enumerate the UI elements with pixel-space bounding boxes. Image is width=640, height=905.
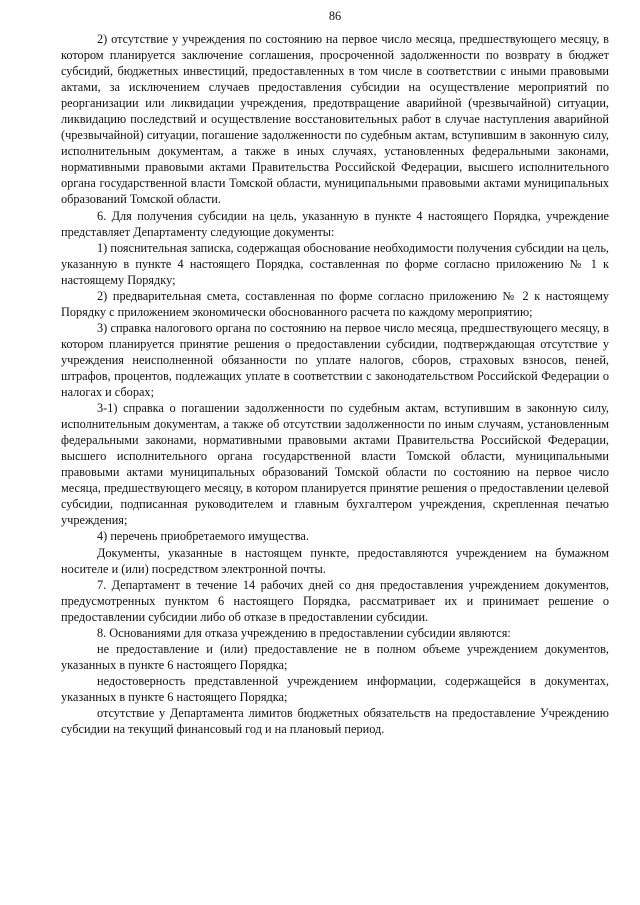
- paragraph-refusal-ground-no-limits: отсутствие у Департамента лимитов бюджетных обязательств на предоставление Учреждению субсидии на текущий финансовый год и на плановый период.: [61, 705, 609, 737]
- paragraph-doc-3-1-debt-certificate: 3-1) справка о погашении задолженности по судебным актам, вступившим в законную силу, исполнительным документам, а также об отсутствии задолженности по иным случаям, установленным федеральными законами, нормативными правовыми актами Правительства Российской Федерации, высшего исполнительного органа государственной власти Томской области, муниципальными правовыми актами муниципальных образований Томской области по состоянию на первое число месяца, предшествующего месяцу, в котором планируется принятие решения о предоставлении целевой субсидии, подписанная руководителем и главным бухгалтером учреждения, скрепленная печатью учреждения;: [61, 401, 609, 528]
- paragraph-refusal-ground-unreliable: недостоверность представленной учреждением информации, содержащейся в документах, указанных в пункте 6 настоящего Порядка;: [61, 673, 609, 704]
- paragraph-doc-1-explanatory-note: 1) пояснительная записка, содержащая обоснование необходимости получения субсидии на цель, указанную в пункте 4 настоящего Порядка, составленная по форме согласно приложению № 1 к настоящему Порядку;: [61, 240, 609, 287]
- paragraph-section-7: 7. Департамент в течение 14 рабочих дней со дня предоставления учреждением документов, предусмотренных пунктом 6 настоящего Порядка, рассматривает их и принимает решение о предоставлении субсидии либо об отказе в предоставлении субсидии.: [61, 577, 609, 624]
- page-number: 86: [328, 9, 342, 23]
- document-page: [61, 8, 609, 737]
- paragraph-section-8-intro: 8. Основаниями для отказа учреждению в предоставлении субсидии являются:: [97, 625, 511, 640]
- paragraph-doc-4-property-list: 4) перечень приобретаемого имущества.: [97, 529, 309, 544]
- paragraph-refusal-ground-incomplete: не предоставление и (или) предоставление не в полном объеме учреждением документов, указанных в пункте 6 настоящего Порядка;: [61, 641, 609, 672]
- paragraph-item-2-no-debt: 2) отсутствие у учреждения по состоянию на первое число месяца, предшествующего месяцу, в котором планируется заключение соглашения, просроченной задолженности по возврату в бюджет субсидий, бюджетных инвестиций, предоставленных в том числе в соответствии с иными правовыми актами, за исключением случаев предоставления субсидии на осуществление мероприятий по реорганизации или ликвидации учреждения, предотвращение аварийной (чрезвычайной) ситуации, ликвидацию последствий и осуществление восстановительных работ в случае наступления аварийной (чрезвычайной) ситуации, погашение задолженности по судебным актам, вступившим в законную силу, исполнительным документам, а также в иных случаях, установленных федеральными законами, нормативными правовыми актами Правительства Российской Федерации, высшего исполнительного органа государственной власти Томской области, муниципальными правовыми актами муниципальных образований Томской области.: [61, 32, 609, 207]
- paragraph-section-6-intro: 6. Для получения субсидии на цель, указанную в пункте 4 настоящего Порядка, учреждение представляет Департаменту следующие документы:: [61, 208, 609, 239]
- paragraph-doc-2-preliminary-estimate: 2) предварительная смета, составленная по форме согласно приложению № 2 к настоящему Порядку с приложением экономически обоснованного расчета по каждому мероприятию;: [61, 288, 609, 319]
- paragraph-doc-3-tax-certificate: 3) справка налогового органа по состоянию на первое число месяца, предшествующего месяцу, в котором планируется принятие решения о предоставлении субсидии, подтверждающая отсутствие у учреждения неисполненной обязанности по уплате налогов, сборов, страховых взносов, пеней, штрафов, процентов, подлежащих уплате в соответствии с законодательством Российской Федерации о налогах и сборах;: [61, 320, 609, 400]
- paragraph-documents-submission: Документы, указанные в настоящем пункте, предоставляются учреждением на бумажном носителе и (или) посредством электронной почты.: [61, 545, 609, 576]
